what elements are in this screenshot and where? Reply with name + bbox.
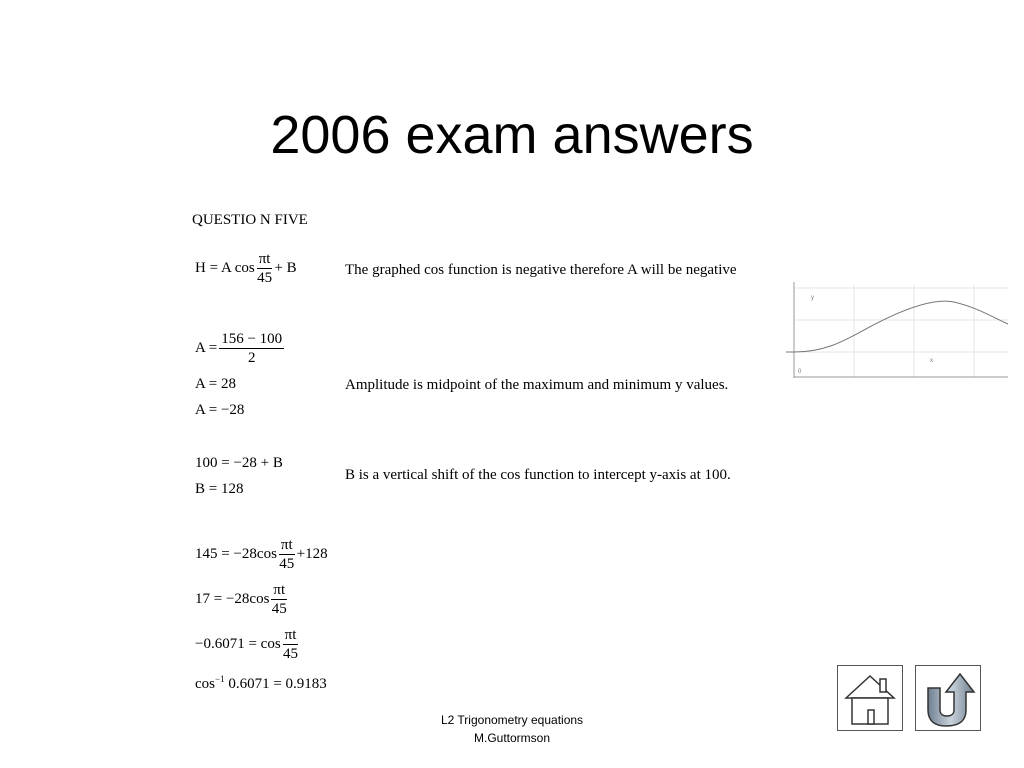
cos-curve xyxy=(786,301,1008,352)
question-heading: QUESTIO N FIVE xyxy=(192,212,308,228)
formula-general xyxy=(195,250,297,287)
formula-general-rhs: + B xyxy=(274,259,297,276)
formula-amplitude-numerator: 156 − 100 xyxy=(221,331,283,347)
note-shift: B is a vertical shift of the cos function to intercept y-axis at 100. xyxy=(345,467,731,483)
back-button[interactable] xyxy=(915,665,981,731)
formula-a-28: A = 28 xyxy=(195,376,236,392)
formula-arccos-cos: cos xyxy=(195,676,215,692)
note-amplitude: Amplitude is midpoint of the maximum and minimum y values. xyxy=(345,377,729,393)
formula-17-numerator: πt xyxy=(273,582,286,598)
formula-06071-lhs: −0.6071 = cos xyxy=(195,635,281,652)
formula-arccos-result: 0.6071 = 0.9183 xyxy=(228,676,327,692)
footer xyxy=(412,711,612,747)
graph-x-label: x xyxy=(930,358,933,364)
formula-145-rhs: +128 xyxy=(296,545,328,562)
note-negative: The graphed cos function is negative therefore A will be negative xyxy=(345,262,737,278)
house-icon xyxy=(838,666,902,730)
formula-amplitude-lhs: A = xyxy=(195,339,218,356)
graph-origin-label: 0 xyxy=(798,369,802,375)
formula-general-numerator: πt xyxy=(258,251,271,267)
formula-b-solve: 100 = −28 + B xyxy=(195,455,283,471)
slide-title: 2006 exam answers xyxy=(270,105,754,165)
formula-06071-denominator: 45 xyxy=(283,646,299,662)
formula-a-neg-28: A = −28 xyxy=(195,402,245,418)
home-button[interactable] xyxy=(837,665,903,731)
u-turn-arrow-icon xyxy=(916,666,980,730)
graph-grid xyxy=(794,285,1008,378)
footer-line-1: L2 Trigonometry equations xyxy=(440,713,584,727)
formula-145-numerator: πt xyxy=(280,537,293,553)
footer-line-2: M.Guttormson xyxy=(473,731,551,745)
formula-145-lhs: 145 = −28cos xyxy=(195,545,277,562)
formula-arccos-sup: −1 xyxy=(215,674,225,684)
formula-145-denominator: 45 xyxy=(279,556,295,572)
formula-general-lhs: H = A cos xyxy=(195,259,255,276)
formula-145 xyxy=(195,536,328,573)
graph-y-label: y xyxy=(811,295,814,301)
formula-amplitude-calc xyxy=(195,330,286,367)
formula-17 xyxy=(195,581,289,618)
cos-graph xyxy=(784,280,1010,390)
formula-17-denominator: 45 xyxy=(271,601,287,617)
formula-06071 xyxy=(195,626,300,663)
formula-general-denominator: 45 xyxy=(257,270,273,286)
formula-b-128: B = 128 xyxy=(195,481,244,497)
formula-06071-numerator: πt xyxy=(284,627,297,643)
formula-amplitude-denominator: 2 xyxy=(247,350,256,366)
formula-arccos xyxy=(195,674,327,693)
formula-17-lhs: 17 = −28cos xyxy=(195,590,270,607)
